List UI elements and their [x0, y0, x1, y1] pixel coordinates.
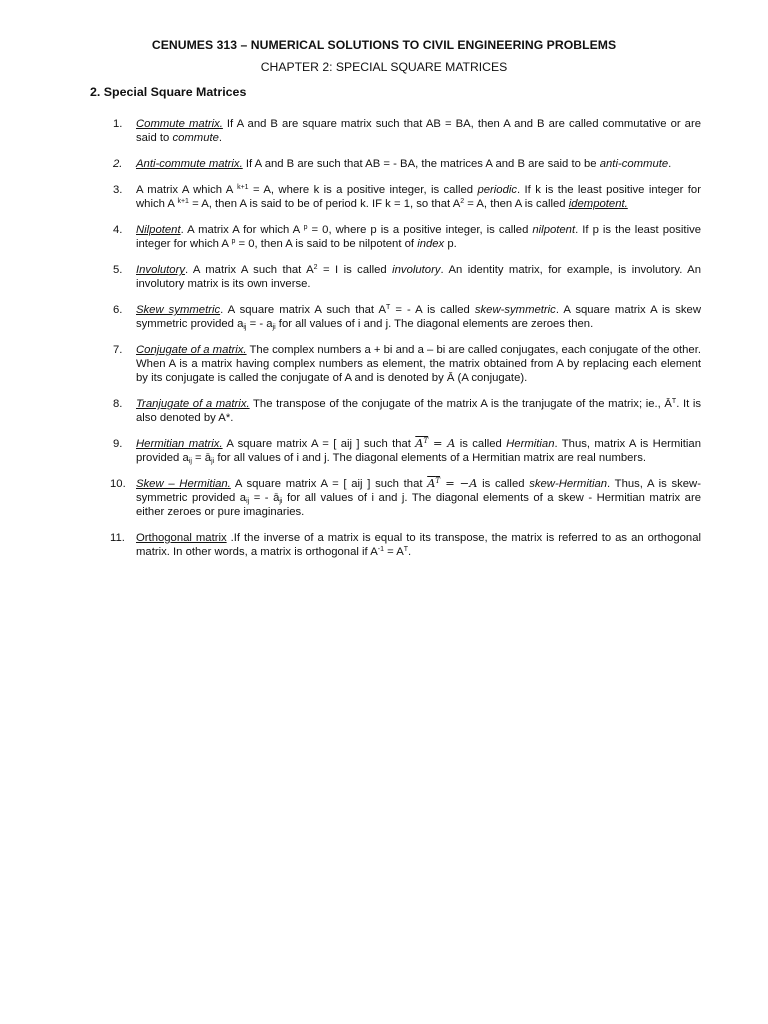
item-term: Tranjugate of a matrix.: [136, 398, 250, 410]
item-number: 6.: [113, 304, 123, 316]
list-item-anti-commute: 2. Anti-commute matrix. If A and B are such that AB = - BA, the matrices A and B are said to be anti-commute.: [113, 158, 672, 170]
list-item-skew-symmetric: 6. Skew symmetric. A square matrix A such that $A^T$ = - A is called skew-symmetric. A square matrix A is skew symmetric provided $a_{ij}$ = - $a_{ji}$ for all values of i and j. The diagonal elements are zeroes then.: [113, 304, 701, 331]
list-item-skew-hermitian: 10. Skew – Hermitian. A square matrix A = [ aij ] such that $A^T = -A$ is called skew-Hermitian. Thus, A is skew-symmetric provided $a_{ij}$ = - $ā_{ji}$ for all values of i and j. The diagonal elements of a skew - Hermitian matrix are either zeroes or pure imaginaries.: [110, 477, 701, 518]
item-term: Orthogonal matrix: [136, 532, 227, 544]
list-item-commute: 1. Commute matrix. If A and B are square matrix such that AB = BA, then A and B are called commutative or are said to commute.: [113, 118, 701, 144]
item-number: 9.: [113, 438, 123, 450]
item-number: 4.: [113, 224, 123, 236]
math-formula: $A^T = A$: [415, 437, 456, 450]
item-term: Hermitian matrix.: [136, 438, 223, 450]
item-term: Anti-commute matrix.: [136, 158, 243, 170]
definition-list: [110, 117, 702, 559]
course-title: CENUMES 313 – NUMERICAL SOLUTIONS TO CIVIL ENGINEERING PROBLEMS: [151, 38, 617, 52]
item-number: 8.: [113, 398, 123, 410]
list-item-periodic: 3. A matrix A which A $^{k+1}$ = A, where k is a positive integer, is called periodic. If k is the least positive integer for which A $^{k+1}$ = A, then A is said to be of period k. IF k = 1, so that $A^2 = A$, then A is called idempotent.: [113, 184, 701, 210]
item-number: 7.: [113, 344, 123, 356]
item-number: 11.: [110, 532, 125, 544]
chapter-title: CHAPTER 2: SPECIAL SQUARE MATRICES: [260, 60, 508, 74]
item-term: Skew symmetric: [136, 304, 221, 316]
item-term: Nilpotent: [136, 224, 181, 236]
item-term: Conjugate of a matrix.: [136, 344, 247, 356]
list-item-orthogonal: 11. Orthogonal matrix .If the inverse of a matrix is equal to its transpose, the matrix is referred to as an orthogonal matrix. In other words, a matrix is orthogonal if $A^{-1} = A^T$.: [110, 532, 702, 558]
item-number: 2.: [113, 158, 123, 170]
list-item-nilpotent: 4. Nilpotent. A matrix A for which A $^p$ = 0, where p is a positive integer, is called nilpotent. If p is the least positive integer for which A $^p$ = 0, then A is said to be nilpotent of index p.: [113, 224, 702, 250]
item-number: 1.: [113, 118, 123, 130]
math-formula: $A^T = -A$: [427, 477, 478, 490]
list-item-hermitian: 9. Hermitian matrix. A square matrix A = [ aij ] such that $A^T = A$ is called Hermitian. Thus, matrix A is Hermitian provided $a_{ij}$ = $ā_{ji}$ for all values of i and j. The diagonal elements of a Hermitian matrix are real numbers.: [113, 437, 701, 465]
section-heading: 2. Special Square Matrices: [90, 85, 247, 99]
list-item-involutory: 5. Involutory. A matrix A such that $A^2 = I$ is called involutory. An identity matrix, for example, is involutory. An involutory matrix is its own inverse.: [113, 264, 701, 290]
item-term: Commute matrix.: [136, 118, 223, 130]
list-item-tranjugate: 8. Tranjugate of a matrix. The transpose of the conjugate of the matrix A is the tranjugate of the matrix; ie., $Ā^T$. It is also denoted by A*.: [113, 398, 702, 424]
list-item-conjugate: 7. Conjugate of a matrix. The complex numbers a + bi and a – bi are called conjugates, each conjugate of the other. When A is a matrix having complex numbers as element, the matrix obtained from A by replacing each element by its conjugate is called the conjugate of A and is denoted by Ā (A conjugate).: [113, 344, 701, 384]
item-number: 10.: [110, 478, 126, 490]
item-term: Skew – Hermitian.: [136, 478, 231, 490]
item-number: 3.: [113, 184, 123, 196]
item-term: Involutory: [136, 264, 185, 276]
item-number: 5.: [113, 264, 123, 276]
